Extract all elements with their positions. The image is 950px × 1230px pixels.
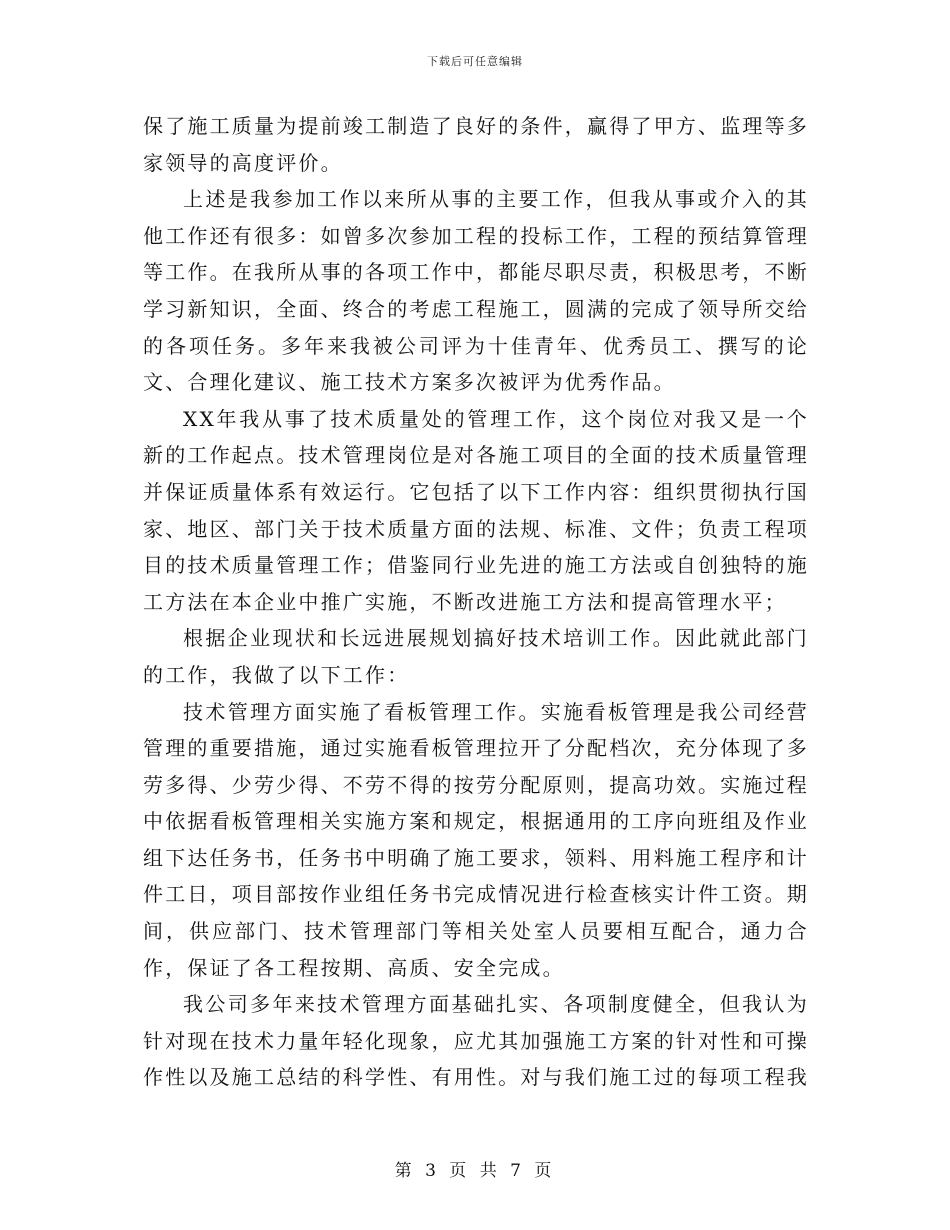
paragraph-technical-quality-role: XX年我从事了技术质量处的管理工作，这个岗位对我又是一个新的工作起点。技术管理岗位是对各施工项目的全面的技术质量管理并保证质量体系有效运行。它包括了以下工作内容：组织贯彻执行国家、地区、部门关于技术质量方面的法规、标准、文件；负责工程项目的技术质量管理工作；借鉴同行业先进的施工方法或自创独特的施工方法在本企业中推广实施，不断改进施工方法和提高管理水平； (143, 406, 809, 614)
document-body (143, 108, 809, 1096)
page-header: 下载后可任意编辑 (427, 55, 523, 68)
paragraph-other-work: 上述是我参加工作以来所从事的主要工作，但我从事或介入的其他工作还有很多：如曾多次参加工程的投标工作，工程的预结算管理等工作。在我所从事的各项工作中，都能尽职尽责，积极思考，不断学习新知识，全面、终合的考虑工程施工，圆满的完成了领导所交给的各项任务。多年来我被公司评为十佳青年、优秀员工、撰写的论文、合理化建议、施工技术方案多次被评为优秀作品。 (143, 187, 809, 395)
paragraph-technical-foundation: 我公司多年来技术管理方面基础扎实、各项制度健全，但我认为针对现在技术力量年轻化现象，应尤其加强施工方案的针对性和可操作性以及施工总结的科学性、有用性。对与我们施工过的每项工程我 (143, 992, 809, 1090)
paragraph-training: 根据企业现状和长远进展规划搞好技术培训工作。因此就此部门的工作，我做了以下工作： (143, 626, 809, 687)
page-number: 第 3 页 共 7 页 (394, 1161, 556, 1181)
paragraph-continuation: 保了施工质量为提前竣工制造了良好的条件，赢得了甲方、监理等多家领导的高度评价。 (143, 114, 809, 175)
paragraph-kanban-management: 技术管理方面实施了看板管理工作。实施看板管理是我公司经营管理的重要措施，通过实施看板管理拉开了分配档次，充分体现了多劳多得、少劳少得、不劳不得的按劳分配原则，提高功效。实施过程中依据看板管理相关实施方案和规定，根据通用的工序向班组及作业组下达任务书，任务书中明确了施工要求，领料、用料施工程序和计件工日，项目部按作业组任务书完成情况进行检查核实计件工资。期间，供应部门、技术管理部门等相关处室人员要相互配合，通力合作，保证了各工程按期、高质、安全完成。 (143, 699, 809, 980)
